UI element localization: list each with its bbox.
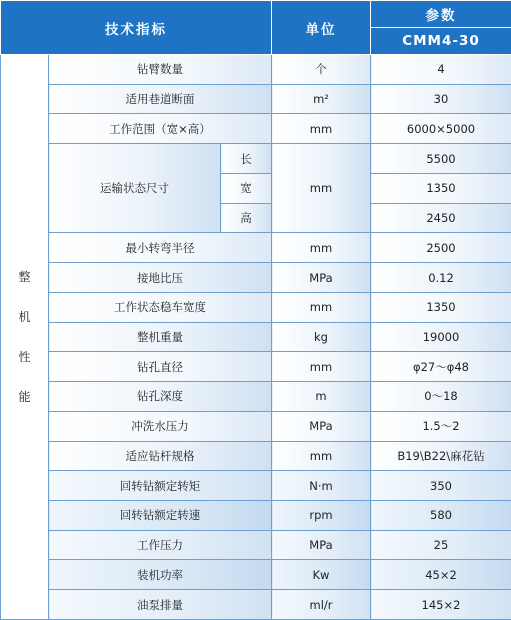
- spec-value: B19\B22\麻花钻: [371, 441, 511, 471]
- spec-value: 350: [371, 471, 511, 501]
- spec-value: 4: [371, 55, 511, 85]
- table-row: [1, 352, 511, 382]
- table-row: [1, 84, 511, 114]
- spec-name: 油泵排量: [49, 590, 272, 620]
- group-label-cell: [1, 55, 49, 620]
- table-row: [1, 292, 511, 322]
- table-row: [1, 530, 511, 560]
- table-row: [1, 233, 511, 263]
- spec-value: 580: [371, 501, 511, 531]
- spec-value: 5500: [371, 144, 511, 174]
- spec-value: 2450: [371, 203, 511, 233]
- spec-unit: mm: [272, 352, 371, 382]
- spec-value: 45×2: [371, 560, 511, 590]
- group-label-char: 性: [18, 350, 31, 364]
- spec-value: φ27～φ48: [371, 352, 511, 382]
- spec-unit: Kw: [272, 560, 371, 590]
- spec-name: 整机重量: [49, 322, 272, 352]
- table-row: [1, 114, 511, 144]
- spec-subname: 高: [221, 203, 272, 233]
- table-row: [1, 501, 511, 531]
- param-header: 参数: [371, 1, 511, 28]
- table-row: [1, 560, 511, 590]
- group-label-char: 整: [18, 270, 31, 284]
- spec-unit: ml/r: [272, 590, 371, 620]
- spec-name: 钻孔深度: [49, 382, 272, 412]
- spec-value: 0.12: [371, 263, 511, 293]
- spec-unit: m²: [272, 84, 371, 114]
- spec-name: 装机功率: [49, 560, 272, 590]
- unit-header: 单位: [272, 1, 371, 55]
- spec-unit: m: [272, 382, 371, 412]
- model-header: CMM4-30: [371, 28, 511, 55]
- spec-value: 145×2: [371, 590, 511, 620]
- spec-unit: mm: [272, 233, 371, 263]
- spec-name: 运输状态尺寸: [49, 144, 221, 233]
- table-row: [1, 322, 511, 352]
- spec-subname: 宽: [221, 173, 272, 203]
- spec-value: 1350: [371, 173, 511, 203]
- spec-name: 冲洗水压力: [49, 411, 272, 441]
- spec-unit: kg: [272, 322, 371, 352]
- spec-value: 0～18: [371, 382, 511, 412]
- spec-unit: mm: [272, 144, 371, 233]
- group-label-char: 机: [18, 310, 31, 324]
- spec-value: 2500: [371, 233, 511, 263]
- spec-unit: N·m: [272, 471, 371, 501]
- spec-name: 工作范围（宽×高）: [49, 114, 272, 144]
- spec-value: 25: [371, 530, 511, 560]
- spec-unit: MPa: [272, 530, 371, 560]
- spec-unit: rpm: [272, 501, 371, 531]
- table-row: [1, 263, 511, 293]
- spec-name: 最小转弯半径: [49, 233, 272, 263]
- table-row: [1, 590, 511, 620]
- spec-value: 1350: [371, 292, 511, 322]
- spec-value: 19000: [371, 322, 511, 352]
- spec-name: 工作压力: [49, 530, 272, 560]
- spec-unit: MPa: [272, 263, 371, 293]
- table-row: [1, 441, 511, 471]
- table-row: [1, 382, 511, 412]
- table-row: [1, 144, 511, 174]
- table-row: [1, 411, 511, 441]
- spec-name: 适用巷道断面: [49, 84, 272, 114]
- spec-unit: mm: [272, 114, 371, 144]
- spec-name: 适应钻杆规格: [49, 441, 272, 471]
- spec-value: 1.5～2: [371, 411, 511, 441]
- tech-spec-header: 技术指标: [1, 1, 272, 55]
- spec-name: 回转钻额定转矩: [49, 471, 272, 501]
- spec-subname: 长: [221, 144, 272, 174]
- table-row: [1, 471, 511, 501]
- spec-name: 回转钻额定转速: [49, 501, 272, 531]
- spec-unit: MPa: [272, 411, 371, 441]
- spec-name: 钻孔直径: [49, 352, 272, 382]
- spec-name: 接地比压: [49, 263, 272, 293]
- spec-name: 钻臂数量: [49, 55, 272, 85]
- spec-unit: mm: [272, 441, 371, 471]
- group-label-char: 能: [18, 390, 31, 404]
- spec-unit: mm: [272, 292, 371, 322]
- spec-value: 30: [371, 84, 511, 114]
- spec-unit: 个: [272, 55, 371, 85]
- table-row: [1, 55, 511, 85]
- spec-value: 6000×5000: [371, 114, 511, 144]
- spec-name: 工作状态稳车宽度: [49, 292, 272, 322]
